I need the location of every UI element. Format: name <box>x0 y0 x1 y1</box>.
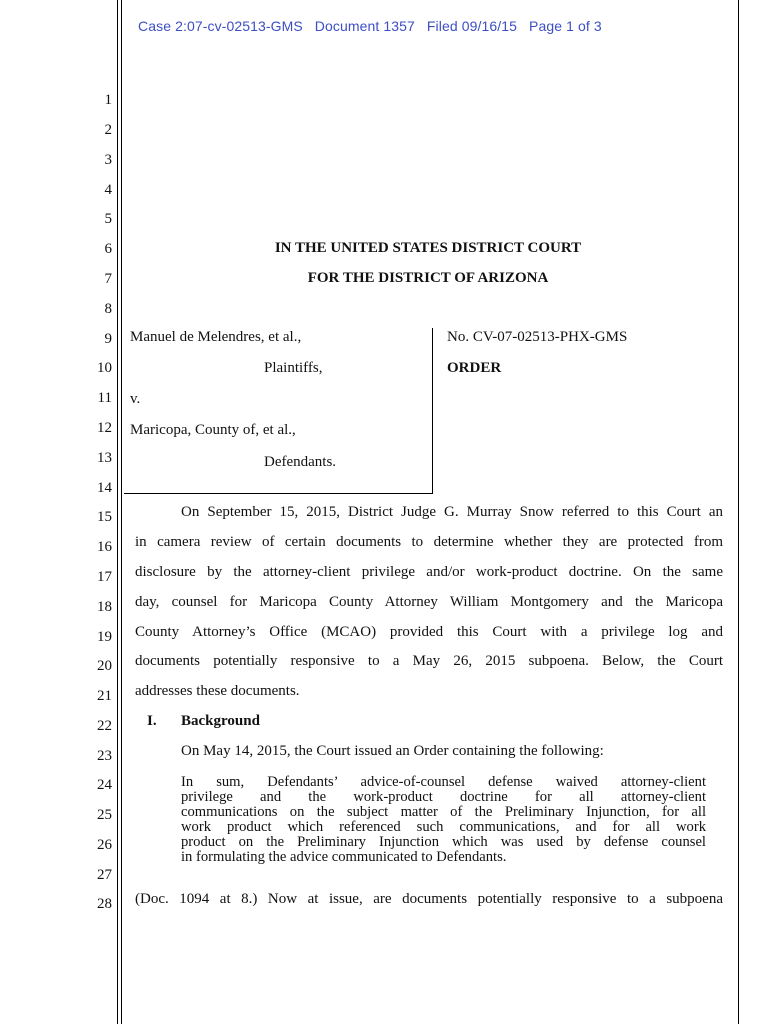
line-number: 11 <box>97 390 112 406</box>
court-district: FOR THE DISTRICT OF ARIZONA <box>307 270 549 286</box>
margin-rule-right <box>738 0 739 1024</box>
filing-header: Case 2:07-cv-02513-GMS Document 1357 Filed 09/16/15 Page 1 of 3 <box>138 18 602 34</box>
defendants-label: Defendants. <box>264 454 337 470</box>
line-number: 18 <box>97 599 112 615</box>
line-number: 24 <box>97 777 112 793</box>
quote-line: In sum, Defendants’ advice-of-counsel defense waived attorney-client <box>181 774 706 790</box>
line-number: 15 <box>97 509 112 525</box>
case-number: No. CV-07-02513-PHX-GMS <box>447 329 628 345</box>
line-number: 9 <box>104 331 112 347</box>
quote-line: privilege and the work-product doctrine for all attorney-client <box>181 789 706 805</box>
paragraph-line: day, counsel for Maricopa County Attorney William Montgomery and the Maricopa <box>135 594 723 610</box>
versus: v. <box>130 391 141 407</box>
document-title: ORDER <box>447 360 502 376</box>
line-number: 8 <box>104 301 112 317</box>
quote-line: work product which referenced such communications, and for all work <box>181 819 706 835</box>
body-paragraph-2: On May 14, 2015, the Court issued an Order containing the following: <box>181 743 604 759</box>
line-number: 12 <box>97 420 112 436</box>
line-number: 21 <box>97 688 112 704</box>
body-paragraph-3: (Doc. 1094 at 8.) Now at issue, are documents potentially responsive to a subpoena <box>135 891 723 907</box>
section-heading: Background <box>181 713 260 729</box>
line-number: 3 <box>104 152 112 168</box>
line-number: 4 <box>104 182 112 198</box>
paragraph-line: in camera review of certain documents to determine whether they are protected from <box>135 534 723 550</box>
margin-rule-left-outer <box>117 0 118 1024</box>
line-number: 1 <box>104 92 112 108</box>
quote-line: communications on the subject matter of the Preliminary Injunction, for all <box>181 804 706 820</box>
defendants-name: Maricopa, County of, et al., <box>130 422 296 438</box>
line-number: 16 <box>97 539 112 555</box>
quote-line: in formulating the advice communicated to Defendants. <box>181 849 507 865</box>
line-number: 7 <box>104 271 112 287</box>
line-number: 6 <box>104 241 112 257</box>
paragraph-line: County Attorney’s Office (MCAO) provided this Court with a privilege log and <box>135 624 723 640</box>
line-number: 22 <box>97 718 112 734</box>
line-number: 2 <box>104 122 112 138</box>
line-number: 17 <box>97 569 112 585</box>
plaintiffs-name: Manuel de Melendres, et al., <box>130 329 302 345</box>
line-number: 19 <box>97 629 112 645</box>
line-number: 27 <box>97 867 112 883</box>
paragraph-line: documents potentially responsive to a May 26, 2015 subpoena. Below, the Court <box>135 653 723 669</box>
court-name: IN THE UNITED STATES DISTRICT COURT <box>274 240 582 256</box>
paragraph-line: On September 15, 2015, District Judge G. Murray Snow referred to this Court an <box>181 504 723 520</box>
line-number: 13 <box>97 450 112 466</box>
line-number: 20 <box>97 658 112 674</box>
margin-rule-left-inner <box>121 0 122 1024</box>
quote-line: product on the Preliminary Injunction which was used by defense counsel <box>181 834 706 850</box>
line-number: 10 <box>97 360 112 376</box>
line-number: 28 <box>97 896 112 912</box>
line-number: 5 <box>104 211 112 227</box>
section-number: I. <box>147 713 157 729</box>
paragraph-line: addresses these documents. <box>135 683 300 699</box>
caption-divider-horizontal <box>124 493 433 494</box>
line-number: 26 <box>97 837 112 853</box>
plaintiffs-label: Plaintiffs, <box>264 360 323 376</box>
line-number: 23 <box>97 748 112 764</box>
line-number: 14 <box>97 480 112 496</box>
caption-divider-vertical <box>432 328 433 493</box>
paragraph-line: disclosure by the attorney-client privilege and/or work-product doctrine. On the same <box>135 564 723 580</box>
line-number: 25 <box>97 807 112 823</box>
